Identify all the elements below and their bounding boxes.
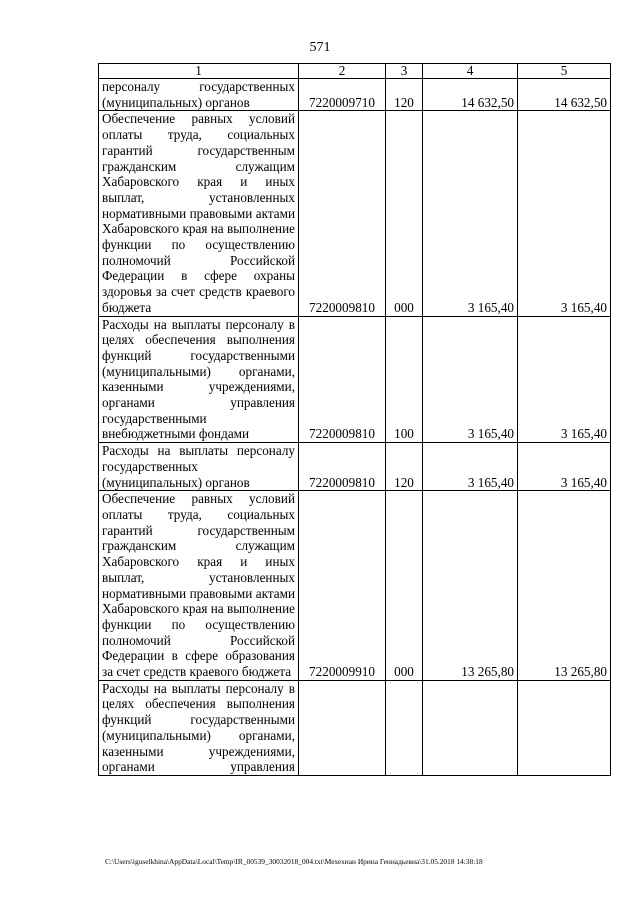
column-header-2: 2 [299,64,386,79]
row-code: 7220009810 [299,316,386,443]
row-description: Расходы на выплаты персоналу в целях обеспечения выполнения функций государственными (муниципальными) органами, казенными учреждениями, органами управления государственными внебюджетными фондами [99,316,299,443]
row-code: 7220009910 [299,491,386,680]
row-expense-type: 000 [386,491,423,680]
row-expense-type [386,680,423,775]
row-code: 7220009810 [299,111,386,316]
row-code: 7220009710 [299,79,386,111]
row-amount-2: 3 165,40 [518,316,611,443]
page-number: 571 [309,40,331,55]
row-amount-1: 14 632,50 [423,79,518,111]
row-amount-2 [518,680,611,775]
row-expense-type: 120 [386,79,423,111]
document-footer-path: C:\Users\iguselkhina\AppData\Local\Temp\IR_00539_30032018_004.txt\Мехехиан Ирина Геннадьевна\31.05.2018 14:38:18 [105,857,483,866]
table-row [99,443,611,491]
row-amount-2: 13 265,80 [518,491,611,680]
row-description: Расходы на выплаты персоналу в целях обеспечения выполнения функций государственными (муниципальными) органами, казенными учреждениями, органами управления [99,680,299,775]
column-header-4: 4 [423,64,518,79]
row-expense-type: 000 [386,111,423,316]
budget-table [98,63,611,776]
row-expense-type: 100 [386,316,423,443]
row-description: Расходы на выплаты персоналу государственных (муниципальных) органов [99,443,299,491]
table-row [99,111,611,316]
row-code: 7220009810 [299,443,386,491]
row-amount-1: 13 265,80 [423,491,518,680]
row-description: Обеспечение равных условий оплаты труда, социальных гарантий государственным гражданским служащим Хабаровского края и иных выплат, установленных нормативными правовыми актами Хабаровского края на выполнение функции по осуществлению полномочий Российской Федерации в сфере охраны здоровья за счет средств краевого бюджета [99,111,299,316]
table-row [99,316,611,443]
table-row [99,680,611,775]
row-amount-2: 3 165,40 [518,111,611,316]
column-header-3: 3 [386,64,423,79]
row-description: Обеспечение равных условий оплаты труда, социальных гарантий государственным гражданским служащим Хабаровского края и иных выплат, установленных нормативными правовыми актами Хабаровского края на выполнение функции по осуществлению полномочий Российской Федерации в сфере образования за счет средств краевого бюджета [99,491,299,680]
row-code [299,680,386,775]
table-row [99,79,611,111]
row-description: персоналу государственных (муниципальных) органов [99,79,299,111]
row-amount-2: 3 165,40 [518,443,611,491]
column-header-5: 5 [518,64,611,79]
table-row [99,491,611,680]
column-header-1: 1 [99,64,299,79]
row-amount-2: 14 632,50 [518,79,611,111]
row-amount-1: 3 165,40 [423,111,518,316]
row-amount-1: 3 165,40 [423,443,518,491]
row-amount-1: 3 165,40 [423,316,518,443]
table-header-row [99,64,611,79]
row-amount-1 [423,680,518,775]
row-expense-type: 120 [386,443,423,491]
